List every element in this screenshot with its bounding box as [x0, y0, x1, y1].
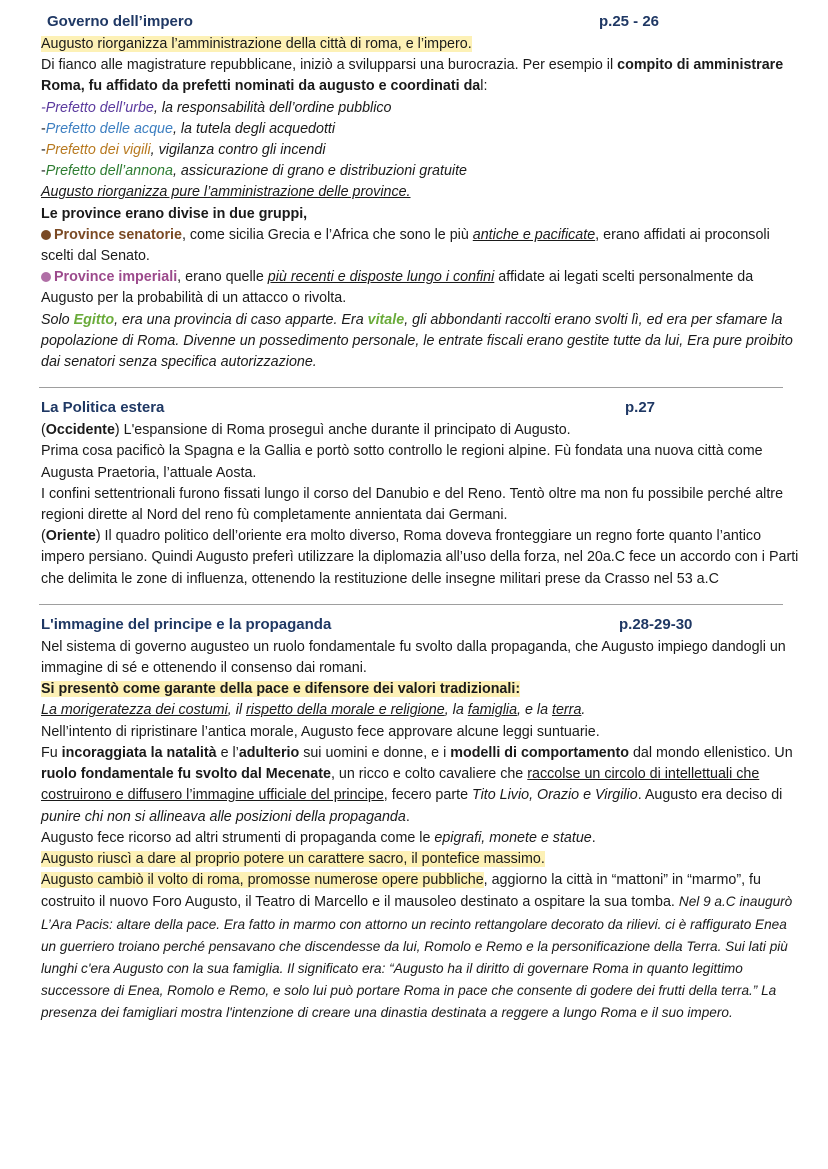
paragraph: Nell’intento di ripristinare l’antica morale, Augusto fece approvare alcune leggi suntuarie. — [41, 723, 600, 740]
section-title: La Politica estera — [41, 399, 165, 417]
paragraph: Si presentò come garante della pace e difensore dei valori tradizionali: — [41, 681, 521, 698]
paragraph: (Occidente) L'espansione di Roma proseguì anche durante il principato di Augusto. — [41, 422, 571, 439]
paragraph: Augusto cambiò il volto di roma, promosse numerose opere pubbliche, aggiorno la città in “mattoni” in “marmo”, fu costruito il nuovo Foro Augusto, il Teatro di Marcello e il mausoleo destinato a ospitare la sua tomba. Nel 9 a.C inaugurò L’Ara Pacis: altare della pace. Era fatto in marmo con attorno un recinto rettangolare decorato da rilievi. ci è raffigurato Enea un guerriero troiano perché pensavano che discendesse da lui, Romolo e Remo e la personificazione della Terra. Sui lati più lunghi c'era Augusto con la sua famiglia. Il significato era: “Augusto ha il diritto di governare Roma in quanto legittimo successore di Enea, Romolo e Remo, e solo lui può portare Roma in pace che consente di godere dei frutti della terra.” La presenza dei famigliari mostra l'intenzione di creare una dinastia destinata a reggere a lungo Roma e il suo impero. — [41, 872, 793, 1021]
page-reference: p.27 — [625, 399, 656, 417]
section-heading-governo — [41, 10, 801, 34]
province-imperiali: Province imperiali, erano quelle più recenti e disposte lungo i confini affidate ai legati scelti personalmente da Augusto per la probabilità di un attacco o rivolta. — [41, 269, 754, 307]
paragraph: (Oriente) Il quadro politico dell’oriente era molto diverso, Roma doveva fronteggiare un regno forte quanto l’antico impero persiano. Quindi Augusto preferì utilizzare la diplomazia all’uso della forza, nel 20a.C fece un accordo con i Parti che delimita le zone di influenza, ottenendo la restituzione delle insegne militari prese da Crasso nel 53 a.C — [41, 528, 799, 587]
paragraph: Prima cosa pacificò la Spagna e la Gallia e portò sotto controllo le regioni alpine. Fù fondata una nuova città come Augusta Praetoria, l’attuale Aosta. — [41, 443, 763, 481]
paragraph: Augusto riuscì a dare al proprio potere un carattere sacro, il pontefice massimo. — [41, 850, 545, 867]
paragraph: Fu incoraggiata la natalità e l’adulterio sui uomini e donne, e i modelli di comportamento dal mondo ellenistico. Un ruolo fondamentale fu svolto dal Mecenate, un ricco e colto cavaliere che raccolse un circolo di intellettuali che costruirono e diffusero l’immagine ufficiale del principe, fecero parte Tito Livio, Orazio e Virgilio. Augusto era deciso di punire chi non si allineava alle posizioni della propaganda. — [41, 744, 793, 825]
prefect-item: -Prefetto dell’annona, assicurazione di grano e distribuzioni gratuite — [41, 163, 467, 180]
bullet-icon — [41, 230, 51, 240]
divider — [39, 387, 783, 388]
province-senatorie: Province senatorie, come sicilia Grecia e l’Africa che sono le più antiche e pacificate, erano affidati ai proconsoli scelti dal Senato. — [41, 226, 770, 265]
paragraph: Augusto fece ricorso ad altri strumenti di propaganda come le epigrafi, monete e statue. — [41, 829, 596, 846]
page-reference: p.25 - 26 — [599, 13, 660, 30]
bullet-icon — [41, 272, 51, 282]
values-list: La morigeratezza dei costumi, il rispetto della morale e religione, la famiglia, e la terra. — [41, 702, 586, 719]
prefect-item: -Prefetto dei vigili, vigilanza contro gli incendi — [41, 142, 326, 159]
page-reference: p.28-29-30 — [619, 615, 693, 633]
prefect-item: -Prefetto dell’urbe, la responsabilità dell’ordine pubblico — [41, 99, 392, 116]
paragraph: Di fianco alle magistrature repubblicane, iniziò a svilupparsi una burocrazia. Per esempio il compito di amministrare Roma, fu affidato da prefetti nominati da augusto e coordinati dal: — [41, 57, 784, 95]
paragraph: Augusto riorganizza l’amministrazione della città di roma, e l’impero. — [41, 36, 472, 52]
section-heading-propaganda — [41, 613, 801, 637]
section-title: L'immagine del principe e la propaganda — [41, 615, 332, 633]
paragraph: Nel sistema di governo augusteo un ruolo fondamentale fu svolto dalla propaganda, che Augusto impiego dandogli un immagine di sé e ottenendo il consenso dai romani. — [41, 638, 786, 677]
section-title: Governo dell’impero — [47, 13, 193, 30]
paragraph: Augusto riorganizza pure l’amministrazione delle province. — [41, 184, 411, 201]
paragraph: Le province erano divise in due gruppi, — [41, 205, 308, 222]
document-page — [41, 10, 801, 1025]
section-heading-politica-estera — [41, 396, 801, 420]
prefect-item: -Prefetto delle acque, la tutela degli acquedotti — [41, 120, 336, 137]
divider — [39, 604, 783, 605]
paragraph: I confini settentrionali furono fissati lungo il corso del Danubio e del Reno. Tentò oltre ma non fu possibile perché altre regioni dirette al Nord del reno fù completamente annientata dai Germani. — [41, 485, 784, 524]
paragraph-egitto: Solo Egitto, era una provincia di caso apparte. Era vitale, gli abbondanti raccolti erano svolti lì, ed era per sfamare la popolazione di Roma. Divenne un possedimento personale, le entrate fiscali erano gestite tutte da lui, Era pure proibito dai senatori senza specifica autorizzazione. — [41, 311, 793, 371]
